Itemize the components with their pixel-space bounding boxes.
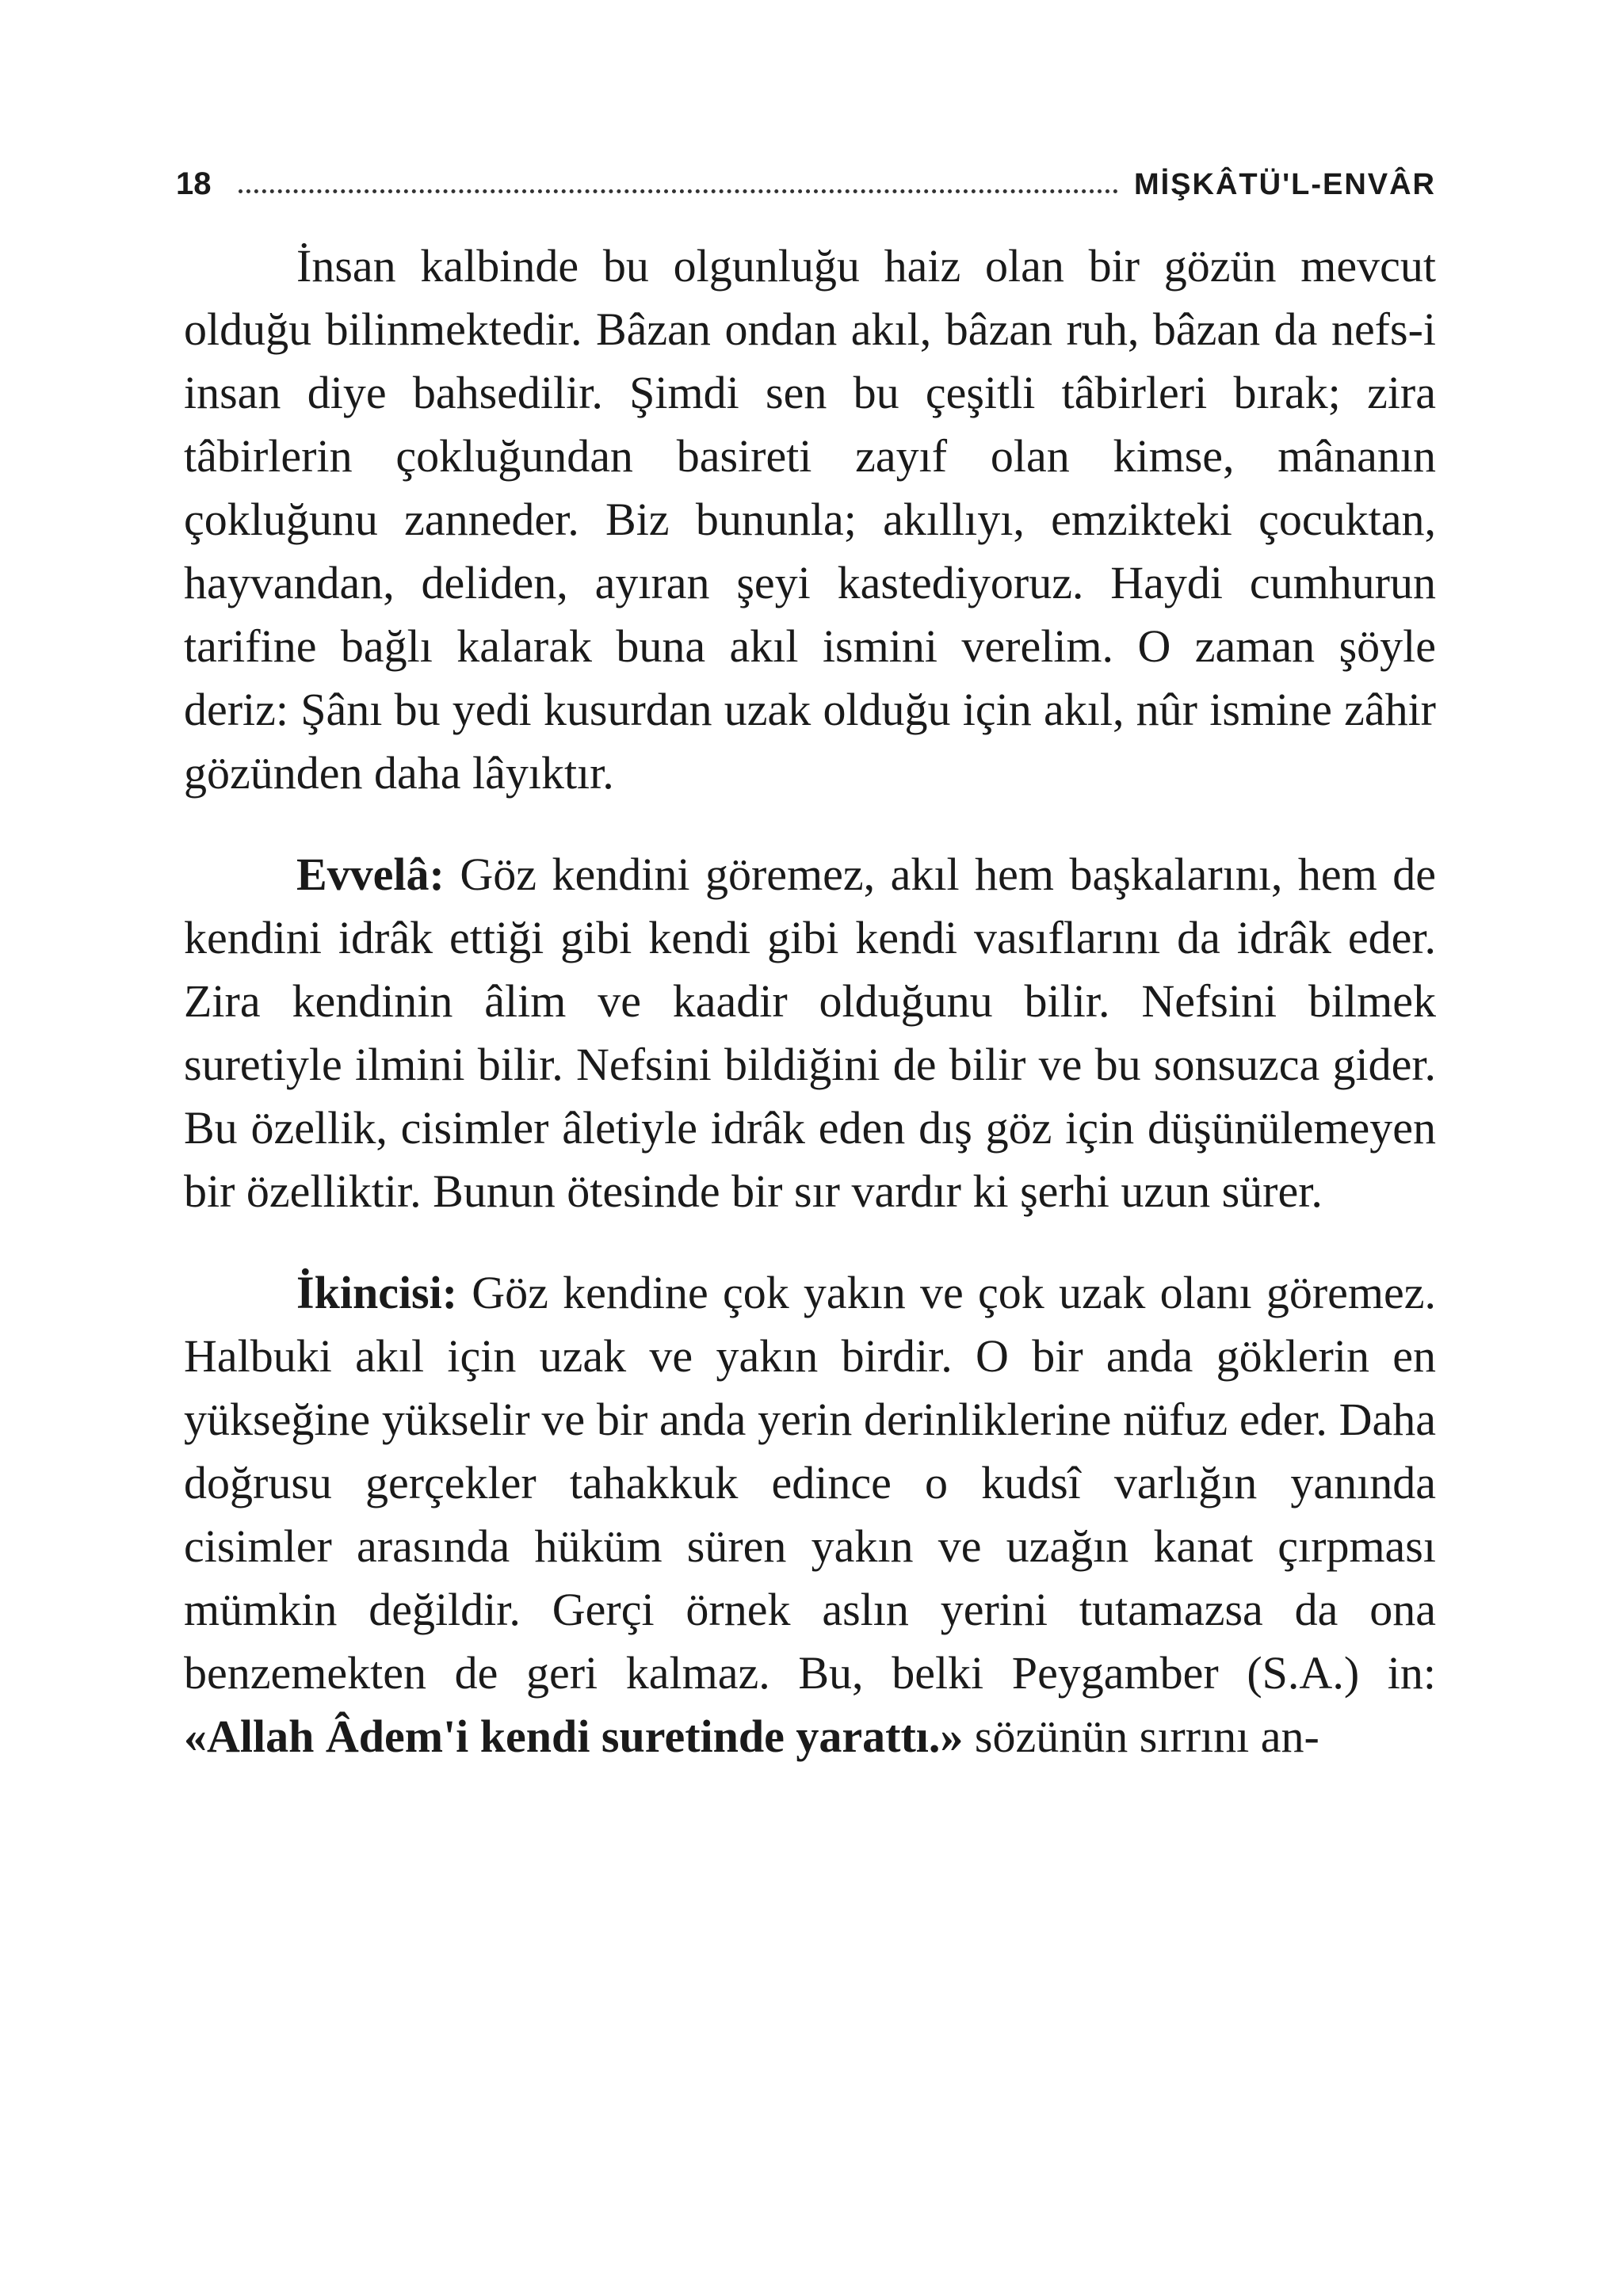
paragraph-ikincisi bbox=[184, 1261, 1436, 1768]
running-title: MİŞKÂTÜ'L-ENVÂR bbox=[1133, 168, 1436, 201]
hadith-quote: «Allah Âdem'i kendi suretinde yarattı.» bbox=[184, 1711, 964, 1762]
paragraph-tail: sözünün sırrını an- bbox=[974, 1711, 1319, 1762]
paragraph-text: Göz kendini göremez, akıl hem başkalarını, hem de kendini idrâk ettiği gibi kendi gibi kendi vasıflarını da idrâk eder. Zira kendinin âlim ve kaadir olduğunu bilir. Nefsini bilmek suretiyle ilmini bilir. Nefsini bildiğini de bilir ve bu sonsuzca gider. Bu özellik, cisimler âletiyle idrâk eden dış göz için düşünülemeyen bir özelliktir. Bunun ötesinde bir sır vardır ki şerhi uzun sürer. bbox=[184, 849, 1436, 1217]
paragraph-text: İnsan kalbinde bu olgunluğu haiz olan bir gözün mevcut olduğu bilinmektedir. Bâzan ondan akıl, bâzan ruh, bâzan da nefs-i insan diye bahsedilir. Şimdi sen bu çeşitli tâbirleri bırak; zira tâbirlerin çokluğundan basireti zayıf olan kimse, mânanın çokluğunu zanneder. Biz bununla; akıllıyı, emzikteki çocuktan, hayvandan, deliden, ayıran şeyi kastediyoruz. Haydi cumhurun tarifine bağlı kalarak buna akıl ismini verelim. O zaman şöyle deriz: Şânı bu yedi kusurdan uzak olduğu için akıl, nûr ismine zâhir gözünden daha lâyıktır. bbox=[184, 240, 1436, 799]
paragraph-evvela bbox=[184, 843, 1436, 1223]
paragraph-lead: Evvelâ: bbox=[296, 849, 445, 900]
page-number: 18 bbox=[176, 166, 212, 201]
running-header bbox=[176, 155, 1436, 200]
paragraph-text: Göz kendine çok yakın ve çok uzak olanı göremez. Halbuki akıl için uzak ve yakın birdir. O bir anda göklerin en yükseğine yükselir ve bir anda yerin derinliklerine nüfuz eder. Daha doğrusu gerçekler tahakkuk edince o kudsî varlığın yanında cisimler arasında hüküm süren yakın ve uzağın kanat çırpması mümkin değildir. Gerçi örnek aslın yerini tutamazsa da ona benzemekten de geri kalmaz. Bu, belki Peygamber (S.A.) in: bbox=[184, 1267, 1437, 1699]
body-text bbox=[184, 235, 1436, 1768]
paragraph-intro bbox=[184, 235, 1436, 805]
paragraph-lead: İkincisi: bbox=[296, 1267, 458, 1318]
dot-leader bbox=[239, 189, 1118, 193]
